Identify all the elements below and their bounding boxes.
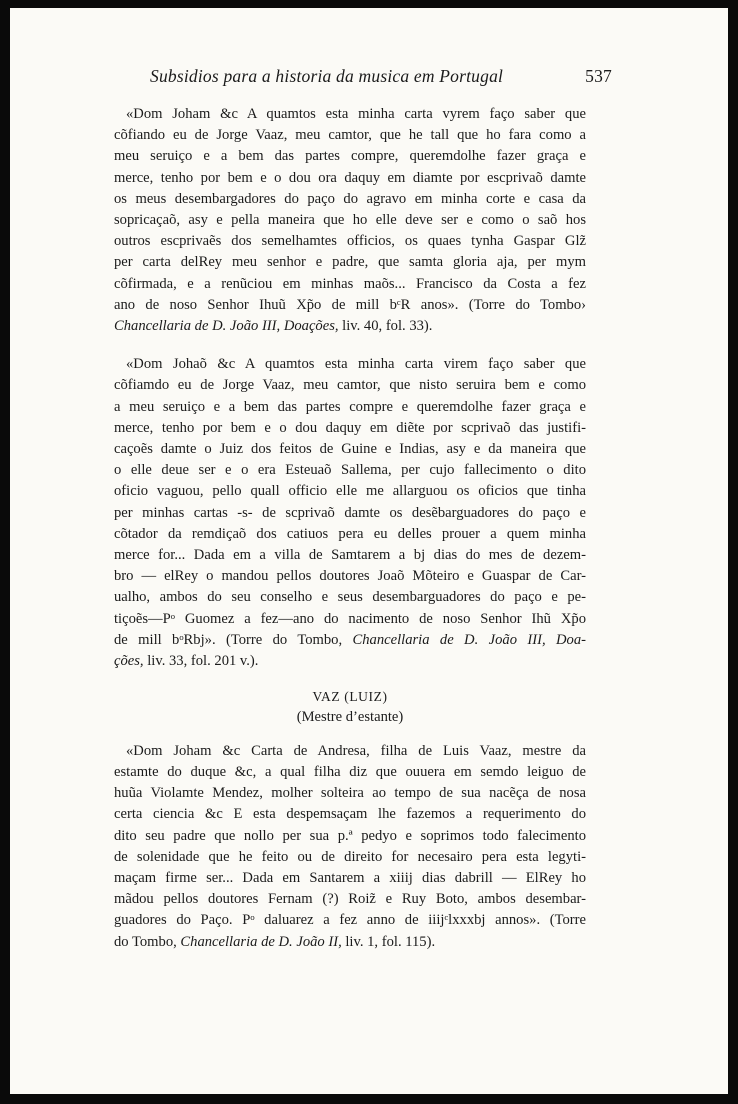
citation-line <box>114 651 586 672</box>
text-line: huũa Violamte Mendez, molher solteira ao tempo de sua nacẽça de nosa <box>114 785 586 802</box>
citation-title: ções, <box>114 653 144 670</box>
text-line: merce, tenho por bem e o dou ora daquy em diamte por escprivaõ damte <box>114 169 586 186</box>
text-line: per minhas cartas -s- de scprivaõ damte os desẽbarguadores do paço e <box>114 504 586 521</box>
document-paragraph-3 <box>114 741 586 953</box>
section-heading: VAZ (LUIZ) <box>312 689 388 705</box>
text-line: mãdou pellos doutores Fernam (?) Roiz̃ e Ruy Boto, ambos desembar- <box>114 891 586 908</box>
document-paragraph-1 <box>114 104 586 337</box>
text-line: ualho, ambos do seu conselho e seus desembarguadores do paço e pe- <box>114 589 586 606</box>
text-line: bro — elRey o mandou pellos doutores Joaõ Mõteiro e Guaspar de Car- <box>114 568 586 585</box>
document-paragraph-2 <box>114 354 586 672</box>
text-line: merce for... Dada em a villa de Samtarem a bj dias do mes de dezem- <box>114 547 586 564</box>
text-line: caçoẽs damte o Juiz dos feitos de Guine e Indias, asy e da maneira que <box>114 441 586 458</box>
text-line: cõtador da remdiçaõ dos catiuos pera eu delles prouer a quem minha <box>114 525 586 542</box>
citation-title: Chancellaria de D. João III, Doações, <box>114 318 339 335</box>
citation-ref: liv. 1, fol. 115). <box>341 933 436 950</box>
book-page <box>10 8 728 1094</box>
running-title: Subsidios para a historia da musica em Portugal <box>150 66 504 86</box>
text-line: «Dom Johaõ &c A quamtos esta minha carta virem faço saber que <box>126 356 586 373</box>
text-line: estamte do duque &c, a qual filha diz que ouuera em semdo leiguo de <box>114 763 586 780</box>
citation-line <box>114 630 586 651</box>
citation-ref: liv. 40, fol. 33). <box>338 318 433 335</box>
text-line: meu seruiço e a bem das partes compre, queremdolhe fazer graça e <box>114 148 586 165</box>
page-body <box>114 104 586 953</box>
text-line: os meus desembargadores do paço do agravo em minha corte e casa da <box>114 190 586 207</box>
text-line: oficio vaguou, pello quall officio elle me allarguou os oficios que tinha <box>114 483 586 500</box>
text-line: sopricaçaõ, asy e pella maneira que ho elle deve ser e como o saõ hos <box>114 212 586 229</box>
text-line: o elle deue ser e o era Esteuaõ Sallema, per cujo fallecimento o dito <box>114 462 586 479</box>
section-subheading: (Mestre d’estante) <box>296 709 404 726</box>
citation-title: Chancellaria de D. João III, Doa- <box>352 631 586 648</box>
text-line: cõfiamdo eu de Jorge Vaaz, meu camtor, que nisto seruira bem e como <box>114 377 586 394</box>
citation-ref: de mill bᵒRbj». (Torre do Tombo, <box>114 631 353 648</box>
text-line: cõfiando eu de Jorge Vaaz, meu camtor, que he tall que ho fara como a <box>114 127 586 144</box>
citation-ref: do Tombo, <box>114 933 181 950</box>
text-line: maçam firme ser... Dada em Santarem a xiiij dias dabrill — ElRey ho <box>114 869 586 886</box>
text-line: a meu seruiço e a bem das partes compre e queremdolhe fazer graça e <box>114 398 586 415</box>
citation-title: Chancellaria de D. João II, <box>180 933 342 950</box>
text-line: outros escprivaẽs dos semelhamtes officios, os quaes tynha Gaspar Glz̃ <box>114 233 586 250</box>
text-line: tiçoẽs—Pᵒ Guomez a fez—ano do nacimento de noso Senhor Ihũ Xp̃o <box>114 610 586 627</box>
text-line: per carta delRey meu senhor e padre, que samta gloria aja, per mym <box>114 254 586 271</box>
citation-ref: liv. 33, fol. 201 v.). <box>143 653 259 670</box>
citation-line <box>114 932 586 953</box>
text-line: «Dom Joham &c A quamtos esta minha carta vyrem faço saber que <box>126 106 586 122</box>
text-line: certa ciencia &c E esta despemsaçam lhe fazemos a requerimento do <box>114 806 586 823</box>
citation-line <box>114 316 586 337</box>
text-line: cõfirmada, e a renũciou em minhas maõs... Francisco da Costa a fez <box>114 275 586 292</box>
text-line: dito seu padre que nollo per sua p.ª pedyo e soprimos todo falecimento <box>114 827 586 844</box>
page-number: 537 <box>585 66 612 86</box>
text-line: merce, tenho por bem e o dou daquy em diẽte por scprivaõ das justifi- <box>114 419 586 436</box>
text-line: ano de noso Senhor Ihuũ Xp̃o de mill bᶜR anos». (Torre do Tombo› <box>114 296 586 313</box>
running-header <box>150 66 612 87</box>
text-line: «Dom Joham &c Carta de Andresa, filha de Luis Vaaz, mestre da <box>126 742 586 759</box>
text-line: de solenidade que he feito ou de direito for necesairo pera esta legyti- <box>114 848 586 865</box>
text-line: guadores do Paço. Pᵒ daluarez a fez anno de iiijᶜlxxxbj annos». (Torre <box>114 912 586 929</box>
